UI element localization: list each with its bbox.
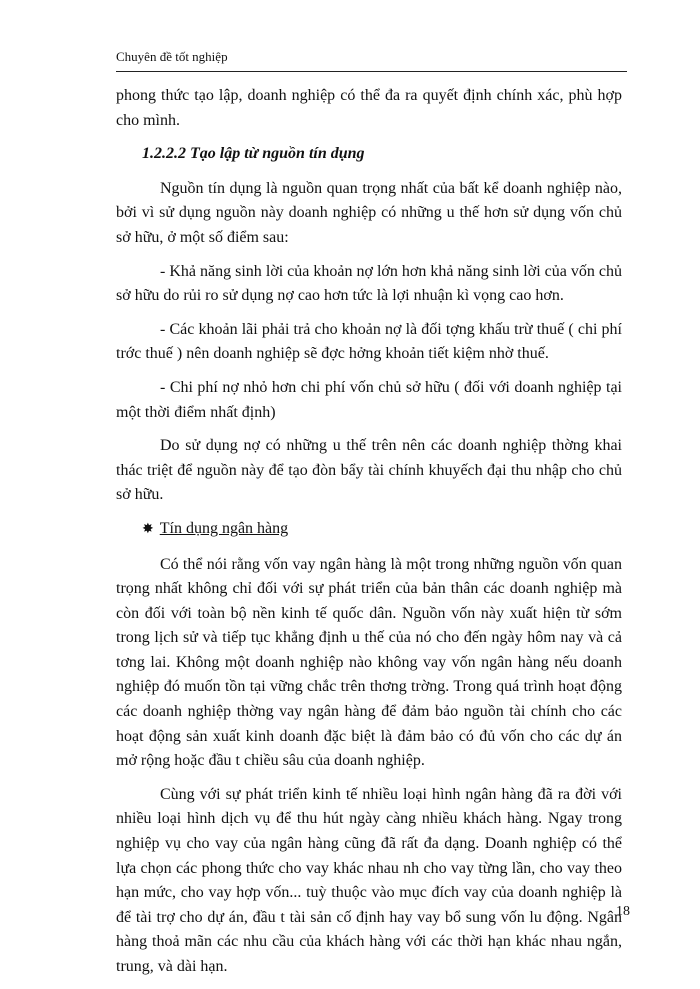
header-rule bbox=[116, 71, 627, 72]
running-header: Chuyên đề tốt nghiệp bbox=[116, 49, 228, 64]
bullet-heading-label: Tín dụng ngân hàng bbox=[159, 519, 289, 537]
list-item-profitability: - Khả năng sinh lời của khoản nợ lớn hơn khả năng sinh lời của vốn chủ sở hữu do rủi ro sử dụng nợ cao hơn tức là lợi nhuận kì vọng cao hơn. bbox=[116, 262, 622, 305]
page-number: 18 bbox=[616, 904, 630, 919]
list-item-debt-cost: - Chi phí nợ nhỏ hơn chi phí vốn chủ sở hữu ( đối với doanh nghiệp tại một thời điểm nhất định) bbox=[116, 378, 622, 421]
body-text bbox=[116, 84, 622, 989]
paragraph-bank-services: Cùng với sự phát triển kinh tế nhiều loại hình ngân hàng đã ra đời với nhiều loại hình dịch vụ để thu hút ngày càng nhiều khách hàng. Ngay trong nghiệp vụ cho vay của ngân hàng cũng đã rất đa dạng. Doanh nghiệp có thể lựa chọn các phong thức cho vay khác nhau nh cho vay từng lần, cho vay theo hạn mức, cho vay hợp vốn... tuỳ thuộc vào mục đích vay của doanh nghiệp là để tài trợ cho dự án, đầu t tài sản cố định hay vay bổ sung vốn lu động. Ngân hàng thoả mãn các nhu cầu của khách hàng với các thời hạn khác nhau ngắn, trung, và dài hạn. bbox=[116, 785, 622, 975]
paragraph-leverage: Do sử dụng nợ có những u thế trên nên các doanh nghiệp thờng khai thác triệt để nguồn này để tạo đòn bẩy tài chính khuyếch đại thu nhập cho chủ sở hữu. bbox=[116, 437, 622, 504]
asterisk-bullet-icon: ✸ bbox=[142, 521, 154, 537]
paragraph-credit-source: Nguồn tín dụng là nguồn quan trọng nhất của bất kể doanh nghiệp nào, bởi vì sử dụng nguồn này doanh nghiệp có những u thế hơn sử dụng vốn chủ sở hữu, ở một số điểm sau: bbox=[116, 179, 622, 246]
paragraph-bank-credit: Có thể nói rằng vốn vay ngân hàng là một trong những nguồn vốn quan trọng nhất không chỉ đối với sự phát triển của bản thân các doanh nghiệp mà còn đối với toàn bộ nền kinh tế quốc dân. Nguồn vốn này xuất hiện từ sớm trong lịch sử và tiếp tục khẳng định u thế của nó cho đến ngày hôm nay và cả tơng lai. Không một doanh nghiệp nào không vay vốn ngân hàng nếu doanh nghiệp đó muốn tồn tại vững chắc trên thơng trờng. Trong quá trình hoạt động các doanh nghiệp thờng vay ngân hàng để đảm bảo nguồn tài chính cho các hoạt động sản xuất kinh doanh đặc biệt là đảm bảo có đủ vốn cho các dự án mở rộng hoặc đầu t chiều sâu của doanh nghiệp. bbox=[116, 555, 622, 770]
section-heading: 1.2.2.2 Tạo lập từ nguồn tín dụng bbox=[142, 145, 365, 163]
paragraph-continuation: phong thức tạo lập, doanh nghiệp có thể đa ra quyết định chính xác, phù hợp cho mình. bbox=[116, 87, 622, 129]
bullet-heading bbox=[142, 517, 622, 543]
list-item-tax-deduction: - Các khoản lãi phải trả cho khoản nợ là đối tợng khấu trừ thuế ( chi phí trớc thuế ) nên doanh nghiệp sẽ đợc hởng khoản tiết kiệm nhờ thuế. bbox=[116, 320, 622, 363]
